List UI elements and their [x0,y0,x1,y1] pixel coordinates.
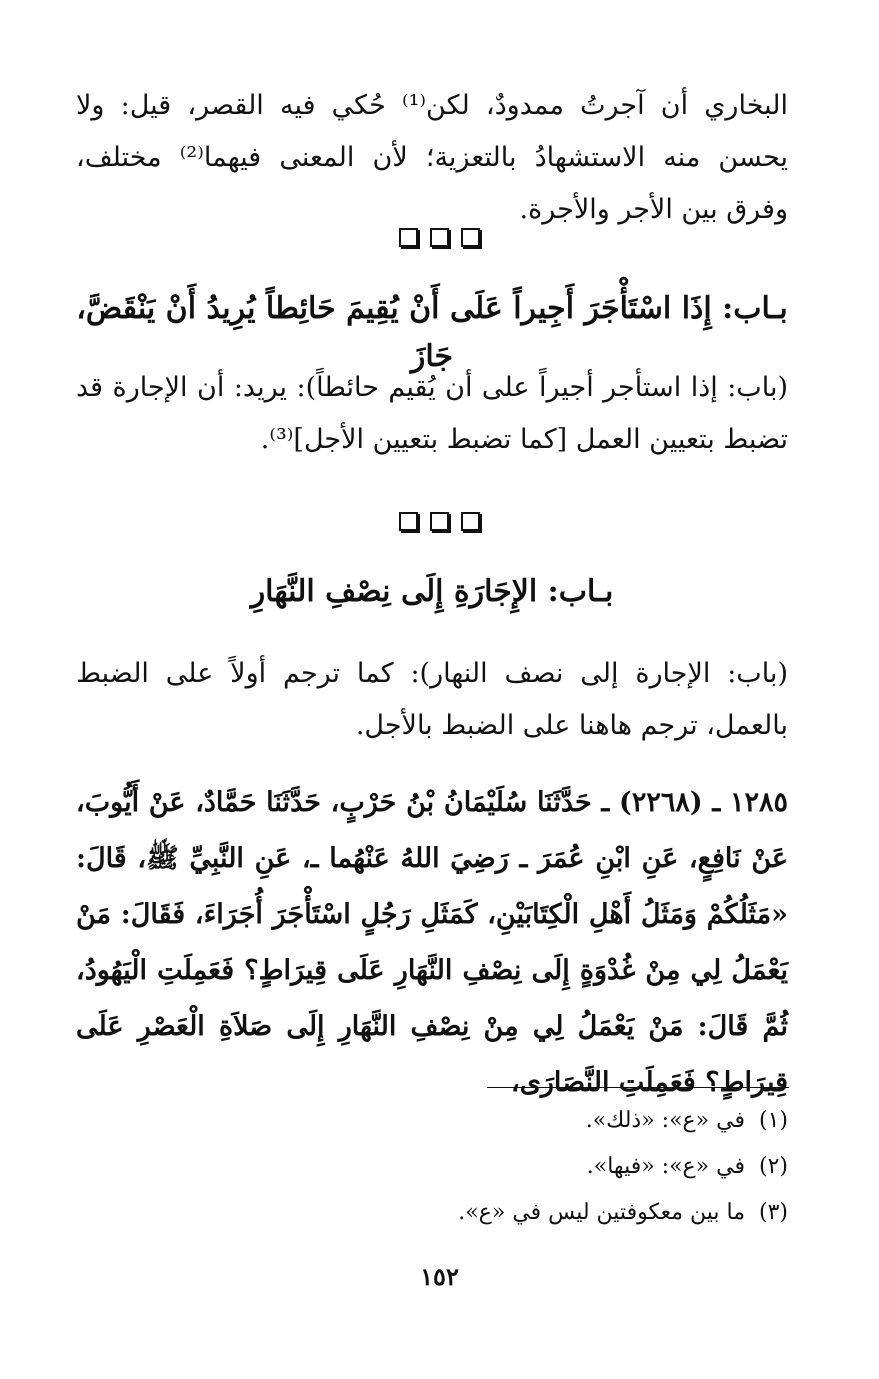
separator-square-icon [461,228,480,247]
separator-square-icon [430,512,449,531]
paragraph-intro: البخاري أن آجرتُ ممدودٌ، لكن⁽¹⁾ حُكي فيه القصر، قيل: ولا يحسن منه الاستشهادُ بالتعزية؛ لأن المعنى فيهما⁽²⁾ مختلف، وفرق بين الأجر والأجرة. [76,90,789,225]
separator-square-icon [461,512,480,531]
footnote [76,1190,788,1236]
chapter-heading [76,568,788,616]
separator-square-icon [399,512,418,531]
separator-square-icon [399,228,418,247]
separator-square-icon [430,228,449,247]
footnote-text: في «ع»: «فيها». [586,1154,745,1179]
heading-bab-label: بـاب [558,574,614,609]
paragraph-commentary: (باب: إذا استأجر أجيراً على أن يُقيم حائطاً): يريد: أن الإجارة قد تضبط بتعيين العمل [كما تضبط بتعيين الأجل]⁽³⁾. [76,372,788,455]
paragraph-commentary: (باب: الإجارة إلى نصف النهار): كما ترجم أولاً على الضبط بالعمل، ترجم هاهنا على الضبط بالأجل. [76,658,788,741]
footnote [76,1098,788,1144]
footnote-text: ما بين معكوفتين ليس في «ع». [458,1200,745,1225]
section-separator [0,512,879,531]
section-separator [0,228,879,247]
footnote-divider [487,1087,789,1088]
footnote-number: (٢) [758,1154,788,1179]
heading-title: : الإِجَارَةِ إِلَى نِصْفِ النَّهَارِ [250,574,559,609]
footnote-number: (٣) [758,1200,788,1225]
footnote-text: في «ع»: «ذلك». [585,1108,745,1133]
heading-bab-label: بـاب [733,291,788,326]
footnote [76,1144,788,1190]
footnote-number: (١) [758,1108,788,1133]
footnotes [76,1098,788,1236]
page-number: ١٥٢ [420,1262,459,1291]
hadith-text: ١٢٨٥ ـ (٢٢٦٨) ـ حَدَّثَنَا سُلَيْمَانُ بْنُ حَرْبٍ، حَدَّثَنَا حَمَّادٌ، عَنْ أَيُّوبَ، عَنْ نَافِعٍ، عَنِ ابْنِ عُمَرَ ـ رَضِيَ اللهُ عَنْهُما ـ، عَنِ النَّبِيِّ ﷺ، قَالَ: «مَثَلُكُمْ وَمَثَلُ أَهْلِ الْكِتَابَيْنِ، كَمَثَلِ رَجُلٍ اسْتَأْجَرَ أُجَرَاءَ، فَقَالَ: مَنْ يَعْمَلُ لِي مِنْ غُدْوَةٍ إِلَى نِصْفِ النَّهَارِ عَلَى قِيرَاطٍ؟ فَعَمِلَتِ الْيَهُودُ، ثُمَّ قَالَ: مَنْ يَعْمَلُ لِي مِنْ نِصْفِ النَّهَارِ إِلَى صَلاَةِ الْعَصْرِ عَلَى قِيرَاطٍ؟ فَعَمِلَتِ النَّصَارَى، [76,787,788,1098]
heading-title: : إِذَا اسْتَأْجَرَ أَجِيراً عَلَى أَنْ يُقِيمَ حَائِطاً يُرِيدُ أَنْ يَنْقَضَّ، جَازَ [76,291,734,374]
